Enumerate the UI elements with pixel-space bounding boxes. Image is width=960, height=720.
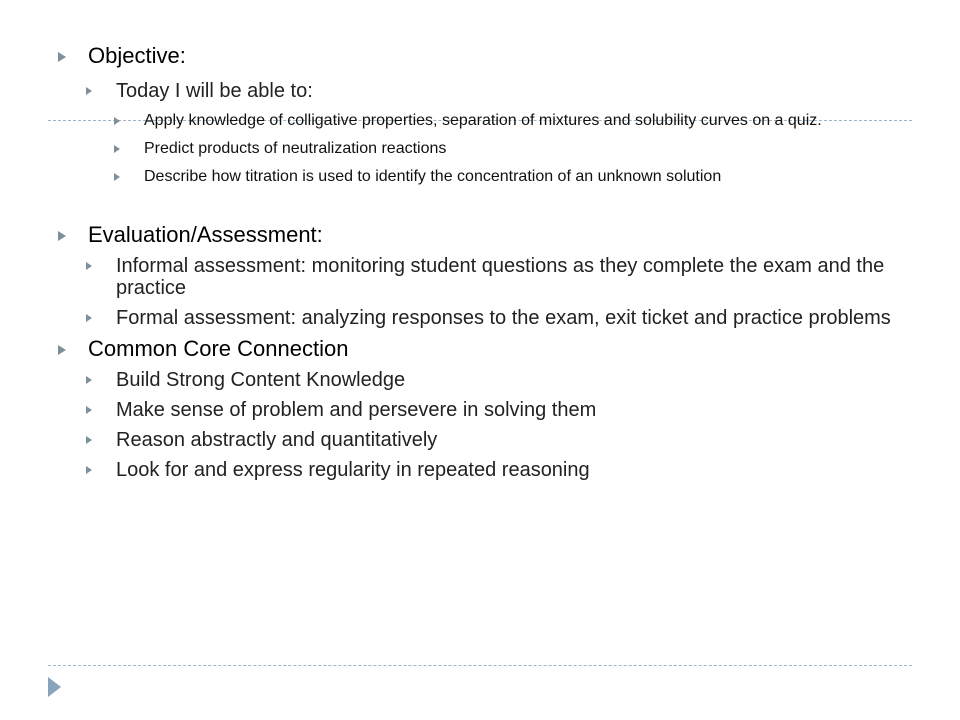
bullet-arrow-icon <box>58 231 66 241</box>
sub-list-item-text: Apply knowledge of colligative properties, separation of mixtures and solubility curves on a quiz. <box>144 112 822 130</box>
list-item-text: Formal assessment: analyzing responses to the exam, exit ticket and practice problems <box>116 307 891 329</box>
bullet-arrow-icon <box>58 52 66 62</box>
list-item-text: Build Strong Content Knowledge <box>116 369 406 392</box>
list-item <box>86 369 908 391</box>
bullet-arrow-icon <box>114 173 120 181</box>
list-item <box>86 429 908 451</box>
bullet-arrow-icon <box>86 406 92 414</box>
list-item <box>86 255 908 299</box>
list-item <box>86 307 908 329</box>
sub-list-item-text: Describe how titration is used to identify the concentration of an unknown solution <box>144 167 722 185</box>
list-item-text: Informal assessment: monitoring student questions as they complete the exam and the practice <box>116 255 885 299</box>
corner-arrow-icon <box>48 677 61 697</box>
list-item <box>86 399 908 421</box>
sub-list-item <box>114 140 908 159</box>
bullet-arrow-icon <box>86 376 92 384</box>
bullet-arrow-icon <box>114 145 120 153</box>
slide-content <box>58 44 908 481</box>
section-common-core <box>58 337 908 361</box>
section-evaluation <box>58 223 908 247</box>
section-heading: Objective: <box>88 43 186 68</box>
bullet-arrow-icon <box>86 466 92 474</box>
section-heading: Evaluation/Assessment: <box>88 221 323 247</box>
list-item-text: Make sense of problem and persevere in solving them <box>116 399 597 422</box>
bullet-arrow-icon <box>58 345 66 355</box>
list-item-text: Today I will be able to: <box>116 80 313 103</box>
sub-list-item <box>114 112 908 131</box>
list-item-text: Reason abstractly and quantitatively <box>116 429 438 452</box>
sub-list-item-text: Predict products of neutralization reactions <box>144 140 447 158</box>
bullet-arrow-icon <box>86 314 92 322</box>
section-heading: Common Core Connection <box>88 336 349 361</box>
bottom-dashed-rule <box>48 665 912 666</box>
list-item-text: Look for and express regularity in repeated reasoning <box>116 459 590 482</box>
list-item <box>86 459 908 481</box>
sub-list-item <box>114 168 908 187</box>
bullet-arrow-icon <box>86 262 92 270</box>
bullet-arrow-icon <box>86 436 92 444</box>
section-objective <box>58 44 908 68</box>
bullet-arrow-icon <box>86 87 92 95</box>
list-item <box>86 80 908 102</box>
bullet-arrow-icon <box>114 117 120 125</box>
